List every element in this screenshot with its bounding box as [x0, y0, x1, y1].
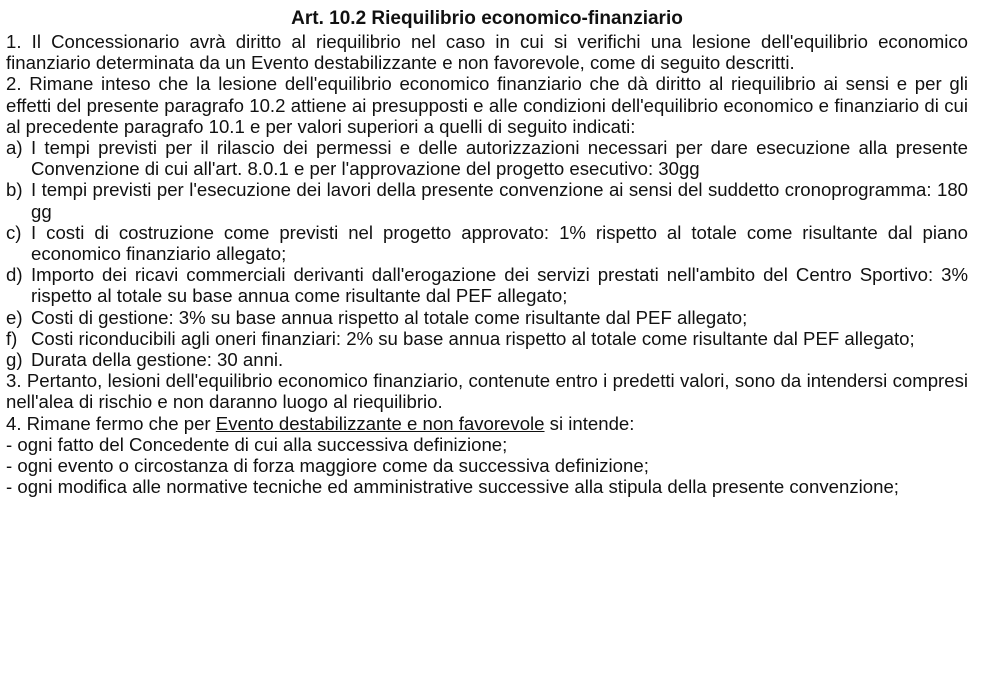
list-marker: e) [6, 306, 23, 328]
paragraph-4-prefix: 4. Rimane fermo che per [6, 412, 216, 434]
paragraph-2: 2. Rimane inteso che la lesione dell'equilibrio economico finanziario che dà diritto al riequilibrio ai sensi e per gli effetti del presente paragrafo 10.2 attiene ai presupposti e alle condizioni dell'equilibrio economico e finanziario di cui al precedente paragrafo 10.1 e per valori superiori a quelli di seguito indicati: [6, 73, 968, 137]
list-item-text: I tempi previsti per il rilascio dei permessi e delle autorizzazioni necessari per dare esecuzione alla presente Convenzione di cui all'art. 8.0.1 e per l'approvazione del progetto esecutivo: 30gg [31, 137, 968, 180]
list-item-d [6, 264, 968, 306]
list-item-f [6, 328, 968, 349]
list-item-text: Costi riconducibili agli oneri finanziari: 2% su base annua rispetto al totale come risultante dal PEF allegato; [31, 327, 915, 349]
dash-item: - ogni evento o circostanza di forza maggiore come da successiva definizione; [6, 455, 649, 477]
list-marker: c) [6, 221, 22, 243]
paragraph-3: 3. Pertanto, lesioni dell'equilibrio economico finanziario, contenute entro i predetti valori, sono da intendersi compresi nell'alea di rischio e non daranno luogo al riequilibrio. [6, 370, 968, 413]
article-title: Art. 10.2 Riequilibrio economico-finanziario [291, 8, 683, 29]
underlined-term: Evento destabilizzante e non favorevole [215, 412, 545, 434]
list-item-text: Durata della gestione: 30 anni. [31, 349, 284, 371]
list-item-a [6, 137, 968, 179]
list-item-b [6, 179, 968, 221]
list-marker: g) [6, 349, 23, 371]
threshold-list [6, 137, 968, 370]
list-item-text: I costi di costruzione come previsti nel progetto approvato: 1% rispetto al totale come risultante dal piano economico finanziario allegato; [31, 221, 968, 265]
paragraph-4-suffix: si intende: [544, 412, 635, 434]
list-marker: f) [6, 327, 18, 349]
paragraph-4 [6, 413, 968, 434]
list-marker: a) [6, 137, 23, 159]
list-marker: d) [6, 264, 23, 286]
event-definition-list [6, 434, 968, 498]
list-item-text: I tempi previsti per l'esecuzione dei lavori della presente convenzione ai sensi del suddetto cronoprogramma: 180 gg [31, 179, 968, 222]
document-page [6, 8, 968, 497]
list-item-text: Costi di gestione: 3% su base annua rispetto al totale come risultante dal PEF allegato; [31, 306, 748, 328]
paragraph-1: 1. Il Concessionario avrà diritto al riequilibrio nel caso in cui si verifichi una lesione dell'equilibrio economico finanziario determinata da un Evento destabilizzante e non favorevole, come di seguito descritti. [6, 31, 968, 74]
list-marker: b) [6, 179, 23, 201]
list-item-text: Importo dei ricavi commerciali derivanti dall'erogazione dei servizi prestati nell'ambito del Centro Sportivo: 3% rispetto al totale su base annua come risultante dal PEF allegato; [31, 264, 968, 307]
dash-item: - ogni fatto del Concedente di cui alla successiva definizione; [6, 433, 508, 455]
list-item-g [6, 349, 968, 370]
dash-item: - ogni modifica alle normative tecniche ed amministrative successive alla stipula della presente convenzione; [6, 476, 899, 498]
list-item-c [6, 222, 968, 264]
list-item-e [6, 307, 968, 328]
